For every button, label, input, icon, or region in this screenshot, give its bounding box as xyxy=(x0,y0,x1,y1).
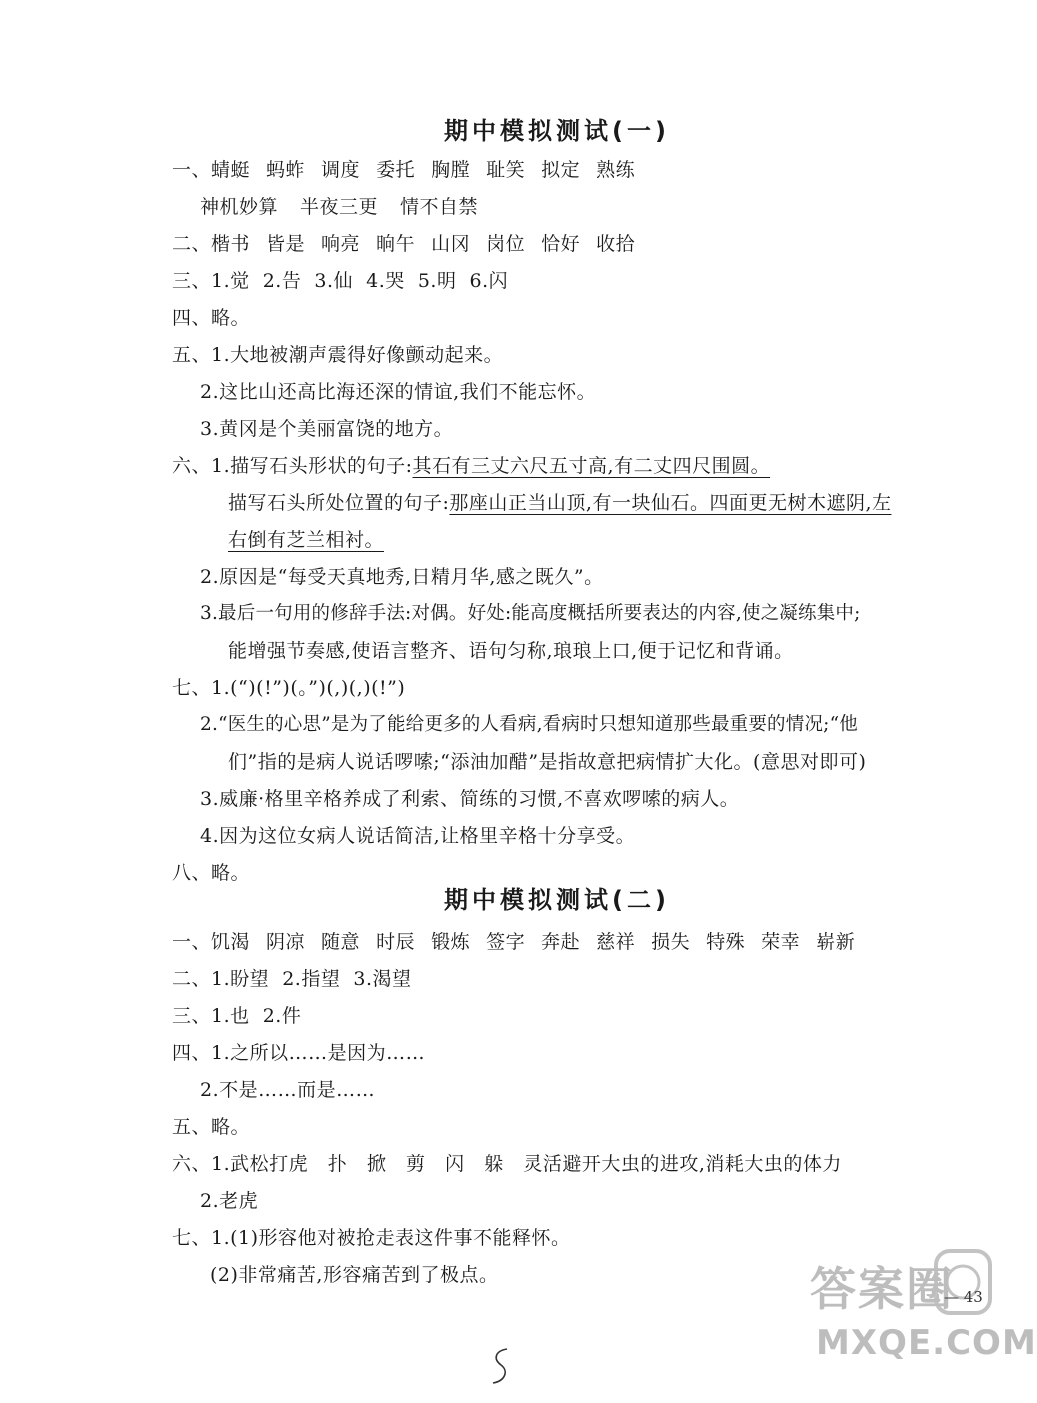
watermark-url: MXQE.COM xyxy=(816,1323,1037,1363)
test1-q7-1: 七、1.(“)(!”)(。”)(,)(,)(!”) xyxy=(172,677,406,699)
word: 拟定 xyxy=(541,159,581,181)
test1-q2 xyxy=(172,231,651,257)
word: 委托 xyxy=(376,159,416,181)
word: 奔赴 xyxy=(541,931,581,953)
word: 响亮 xyxy=(321,233,361,255)
word: 耻笑 xyxy=(486,159,526,181)
word: 蜻蜓 xyxy=(211,159,251,181)
word: 慈祥 xyxy=(596,931,636,953)
page-number: — 43 xyxy=(944,1288,983,1306)
test1-q8: 八、略。 xyxy=(172,862,251,884)
word: 阴凉 xyxy=(266,931,306,953)
word: 胸膛 xyxy=(431,159,471,181)
word: 恰好 xyxy=(541,233,581,255)
test1-q6-5: 3.最后一句用的修辞手法:对偶。好处:能高度概括所要表达的内容,使之凝练集中; xyxy=(200,603,861,624)
test2-title: 期中模拟测试(二) xyxy=(444,886,670,914)
test2-q4-1: 四、1.之所以……是因为…… xyxy=(172,1042,426,1064)
word: 饥渴 xyxy=(211,931,251,953)
word: 签字 xyxy=(486,931,526,953)
q6-2-prefix: 描写石头所处位置的句子: xyxy=(228,492,450,514)
underlined-answer: 其石有三丈六尺五寸高,有二丈四尺围圆。 xyxy=(412,455,771,477)
test1-q1 xyxy=(172,157,651,183)
test1-q7-4: 3.威廉·格里辛格养成了利索、简练的习惯,不喜欢啰嗦的病人。 xyxy=(200,788,740,810)
watermark-name: 答案圈 xyxy=(810,1262,954,1316)
test1-q3: 三、1.觉 2.告 3.仙 4.哭 5.明 6.闪 xyxy=(172,270,509,292)
test2-q7-1: 七、1.(1)形容他对被抢走表这件事不能释怀。 xyxy=(172,1227,571,1249)
test2-q6-1: 六、1.武松打虎 扑 掀 剪 闪 躲 灵活避开大虫的进攻,消耗大虫的体力 xyxy=(172,1153,842,1175)
test2-q5: 五、略。 xyxy=(172,1116,251,1138)
watermark-logo xyxy=(806,1243,1037,1363)
test1-q6-3 xyxy=(228,527,384,553)
q2-label: 二、 xyxy=(172,233,212,255)
test1-q7-5: 4.因为这位女病人说话简洁,让格里辛格十分享受。 xyxy=(200,825,636,847)
test1-q4: 四、略。 xyxy=(172,307,251,329)
test1-q5-2: 2.这比山还高比海还深的情谊,我们不能忘怀。 xyxy=(200,381,597,403)
test2-q7-2: (2)非常痛苦,形容痛苦到了极点。 xyxy=(210,1264,499,1286)
word: 锻炼 xyxy=(431,931,471,953)
idiom: 半夜三更 xyxy=(300,196,379,218)
idiom: 情不自禁 xyxy=(400,196,479,218)
test1-q6-6: 能增强节奏感,使语言整齐、语句匀称,琅琅上口,便于记忆和背诵。 xyxy=(228,640,794,662)
test1-q1-line2 xyxy=(200,194,500,220)
word: 损失 xyxy=(651,931,691,953)
test1-q5-3: 3.黄冈是个美丽富饶的地方。 xyxy=(200,418,454,440)
handwritten-mark-icon xyxy=(487,1345,513,1389)
test1-q7-3: 们”指的是病人说话啰嗦;“添油加醋”是指故意把病情扩大化。(意思对即可) xyxy=(228,751,867,773)
word: 熟练 xyxy=(596,159,636,181)
test2-q1 xyxy=(172,929,855,955)
test1-title: 期中模拟测试(一) xyxy=(444,117,670,145)
word: 楷书 xyxy=(211,233,251,255)
word: 晌午 xyxy=(376,233,416,255)
test2-q6-2: 2.老虎 xyxy=(200,1190,259,1212)
word: 山冈 xyxy=(431,233,471,255)
test1-q5-1: 五、1.大地被潮声震得好像颤动起来。 xyxy=(172,344,504,366)
test2-q3: 三、1.也 2.件 xyxy=(172,1005,302,1027)
word: 调度 xyxy=(321,159,361,181)
word: 崭新 xyxy=(816,931,856,953)
underlined-answer: 那座山正当山顶,有一块仙石。四面更无树木遮阴,左 xyxy=(449,492,892,514)
test2-q2: 二、1.盼望 2.指望 3.渴望 xyxy=(172,968,412,990)
test2-q4-2: 2.不是……而是…… xyxy=(200,1079,376,1101)
word: 岗位 xyxy=(486,233,526,255)
underlined-answer: 右倒有芝兰相衬。 xyxy=(228,529,385,551)
test1-q6-4: 2.原因是“每受天真地秀,日精月华,感之既久”。 xyxy=(200,566,604,588)
word: 皆是 xyxy=(266,233,306,255)
test1-q6-1 xyxy=(172,453,770,479)
test1-q6-2 xyxy=(228,490,892,516)
word: 收拾 xyxy=(596,233,636,255)
word: 蚂蚱 xyxy=(266,159,306,181)
word: 荣幸 xyxy=(761,931,801,953)
idiom: 神机妙算 xyxy=(200,196,279,218)
test1-q7-2: 2.“医生的心思”是为了能给更多的人看病,看病时只想知道那些最重要的情况;“他 xyxy=(200,714,858,735)
q1-label: 一、 xyxy=(172,159,212,181)
word: 随意 xyxy=(321,931,361,953)
word: 时辰 xyxy=(376,931,416,953)
word: 特殊 xyxy=(706,931,746,953)
q6-1-prefix: 六、1.描写石头形状的句子: xyxy=(172,455,413,477)
q1-label: 一、 xyxy=(172,931,212,953)
